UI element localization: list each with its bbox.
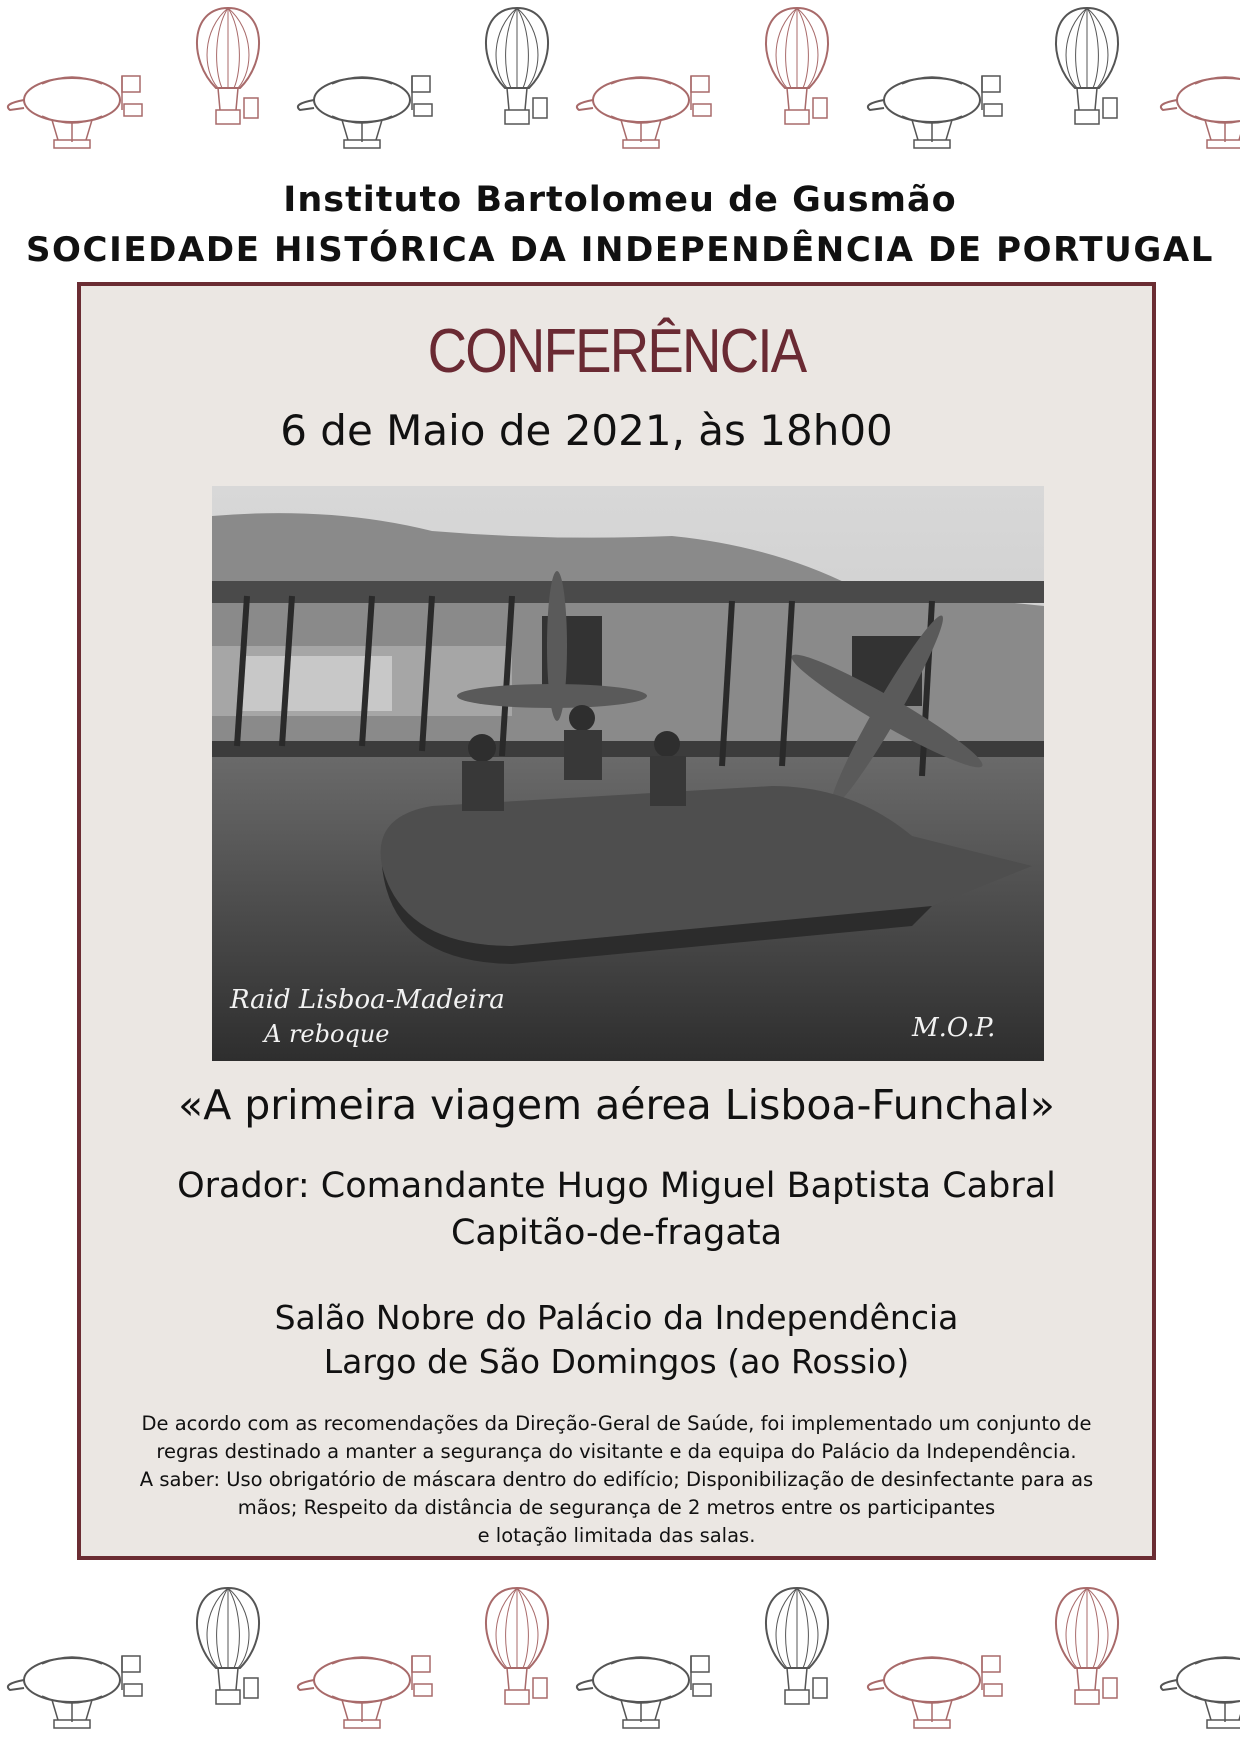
speaker-rank: Capitão-de-fragata	[450, 1213, 783, 1253]
institute-name: Instituto Bartolomeu de Gusmão	[283, 180, 957, 220]
lecture-title: «A primeira viagem aérea Lisboa-Funchal»	[178, 1081, 1055, 1129]
balloon-pattern-bottom	[0, 1575, 1240, 1730]
venue-address: Largo de São Domingos (ao Rossio)	[323, 1342, 910, 1381]
event-type-heading: CONFERÊNCIA	[427, 317, 806, 386]
notice-line: regras destinado a manter a segurança do visitante e da equipa do Palácio da Independência.	[156, 1440, 1077, 1463]
notice-line: A saber: Uso obrigatório de máscara dentro do edifício; Disponibilização de desinfectante para as	[139, 1468, 1094, 1491]
photo-caption-route: Raid Lisboa-Madeira	[230, 985, 505, 1015]
health-notice	[99, 1410, 1134, 1550]
notice-line: e lotação limitada das salas.	[477, 1524, 756, 1547]
society-name: SOCIEDADE HISTÓRICA DA INDEPENDÊNCIA DE PORTUGAL	[25, 230, 1215, 270]
balloon-pattern-top	[0, 0, 1240, 155]
venue-name: Salão Nobre do Palácio da Independência	[274, 1298, 959, 1337]
event-panel	[77, 282, 1156, 1560]
seaplane-illustration	[212, 486, 1044, 1061]
event-datetime: 6 de Maio de 2021, às 18h00	[280, 406, 893, 455]
decorative-band-bottom	[0, 1575, 1240, 1730]
photo-caption-towing: A reboque	[264, 1020, 390, 1048]
decorative-band-top	[0, 0, 1240, 155]
speaker-name: Orador: Comandante Hugo Miguel Baptista Cabral	[177, 1166, 1056, 1206]
photo-caption-credit: M.O.P.	[912, 1013, 996, 1043]
notice-line: De acordo com as recomendações da Direção-Geral de Saúde, foi implementado um conjunto de	[141, 1412, 1092, 1435]
historic-seaplane-photo	[212, 486, 1044, 1061]
notice-line: mãos; Respeito da distância de segurança de 2 metros entre os participantes	[237, 1496, 996, 1519]
